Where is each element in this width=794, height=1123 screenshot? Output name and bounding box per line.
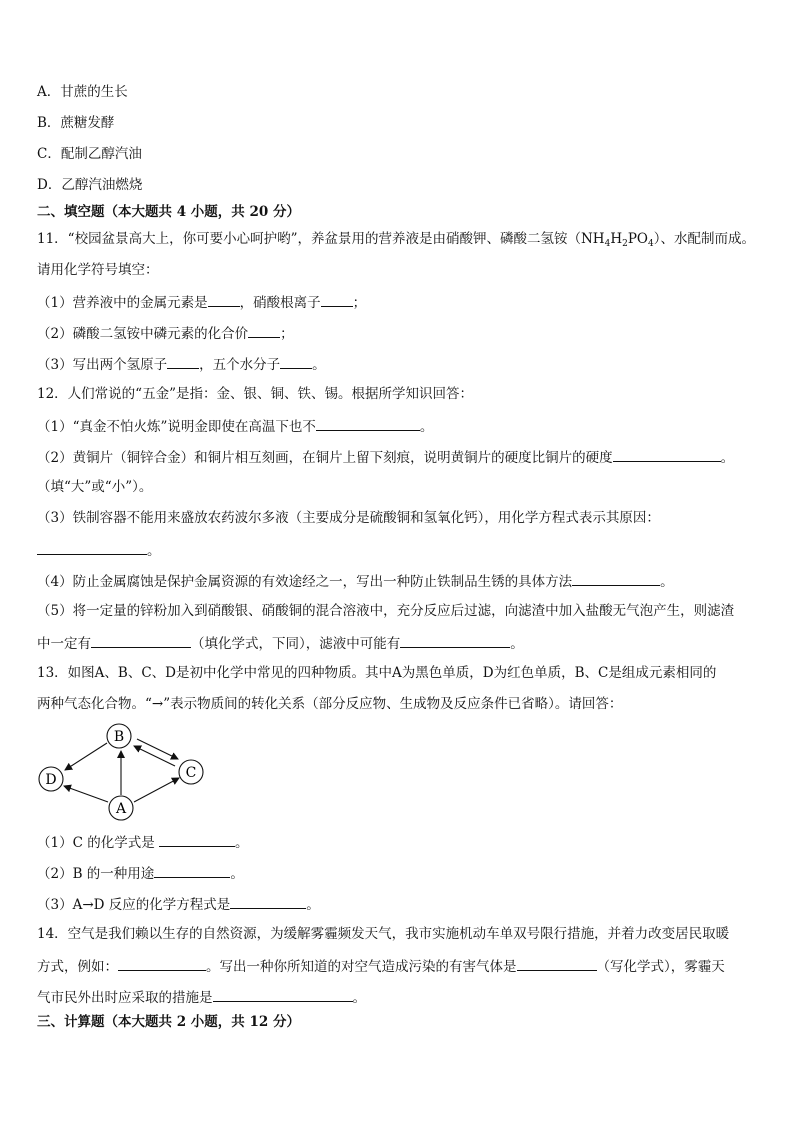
q11-text-a: 11．“校园盆景高大上，你可要小心呵护哟”，养盆景用的营养液是由硝酸钾、磷酸二氢铵（NH: [37, 231, 605, 247]
answer-blank[interactable]: [613, 447, 721, 462]
q11-p3-text: ，五个水分子: [199, 357, 281, 373]
section-title-calculation: 三、计算题（本大题共 2 小题，共 12 分）: [37, 1014, 300, 1030]
answer-blank[interactable]: [316, 416, 420, 431]
option-b: B．蔗糖发酵: [37, 115, 115, 131]
answer-blank[interactable]: [248, 323, 280, 338]
answer-blank[interactable]: [154, 863, 230, 878]
answer-blank[interactable]: [572, 571, 660, 586]
answer-blank[interactable]: [321, 292, 353, 307]
q14-line1: 14．空气是我们赖以生存的自然资源，为缓解雾霾频发天气，我市实施机动车单双号限行措施，并着力改变居民取暖: [37, 926, 730, 942]
q13-p3-text: （3）A→D 反应的化学方程式是: [37, 897, 231, 913]
q11-p1-text: ，硝酸根离子: [239, 295, 321, 311]
q14-text: 。写出一种你所知道的对空气造成污染的有害气体是: [206, 959, 517, 975]
arrow-b-to-c: [137, 739, 178, 759]
q13-p2-text: （2）B 的一种用途: [37, 866, 155, 882]
node-d: [39, 767, 63, 791]
answer-blank[interactable]: [118, 956, 206, 971]
q12-intro: 12．人们常说的“五金”是指：金、银、铜、铁、锡。根据所学知识回答：: [37, 386, 473, 402]
q13-p3-text: 。: [306, 897, 320, 913]
q11-sub: 4: [647, 239, 654, 249]
node-a: [109, 796, 133, 820]
q11-p2-text: ；: [280, 326, 294, 342]
q13-part2: [37, 863, 244, 883]
q14-text: 。: [352, 990, 366, 1006]
answer-blank[interactable]: [208, 292, 240, 307]
answer-blank[interactable]: [230, 894, 306, 909]
q12-part1: [37, 416, 433, 436]
q11-p1-text: ；: [352, 295, 367, 311]
answer-blank[interactable]: [159, 832, 235, 847]
q11-text-h: H: [610, 231, 623, 247]
q12-part5-cont: [37, 633, 524, 653]
q11-p2-text: （2）磷酸二氢铵中磷元素的化合价: [37, 326, 249, 342]
node-c: [179, 760, 203, 784]
q14-line2: [37, 956, 725, 976]
arrow-c-to-b: [134, 746, 175, 766]
q12-p1-text: （1）“真金不怕火炼”说明金即使在高温下也不: [37, 419, 316, 435]
q14-line3: [37, 987, 366, 1007]
node-b-label: B: [113, 729, 125, 745]
q13-p2-text: 。: [230, 866, 244, 882]
q13-line2: 两种气态化合物。“→”表示物质间的转化关系（部分反应物、生成物及反应条件已省略）。请回答：: [37, 696, 623, 712]
q11-line1: [37, 230, 755, 248]
node-b: [107, 724, 131, 748]
arrow-a-to-c: [134, 778, 179, 802]
answer-blank[interactable]: [517, 956, 597, 971]
node-a-label: A: [115, 801, 127, 817]
q11-part2: [37, 323, 294, 343]
q12-p3-end: 。: [147, 543, 161, 559]
q13-line1: 13．如图A、B、C、D是初中化学中常见的四种物质。其中A为黑色单质，D为红色单质，B、C是组成元素相同的: [37, 665, 717, 681]
answer-blank[interactable]: [400, 633, 510, 648]
q11-text-po: PO: [627, 231, 648, 247]
q11-p1-text: （1）营养液中的金属元素是: [37, 295, 208, 311]
q14-text: （写化学式），雾霾天: [596, 959, 725, 975]
q11-sub: 2: [622, 239, 628, 249]
q12-part5: （5）将一定量的锌粉加入到硝酸银、硝酸铜的混合溶液中，充分反应后过滤，向滤渣中加入盐酸无气泡产生，则滤渣: [37, 603, 735, 619]
q12-part3-answer: [37, 540, 161, 560]
q11-text-b: ）、水配制而成。: [653, 231, 755, 247]
answer-blank[interactable]: [213, 987, 353, 1002]
q11-part1: [37, 292, 366, 312]
node-c-label: C: [185, 765, 197, 781]
answer-blank[interactable]: [280, 354, 312, 369]
q12-part4: [37, 571, 674, 591]
q14-text: 方式，例如：: [37, 959, 118, 975]
q12-part2: [37, 447, 734, 467]
node-d-label: D: [45, 772, 57, 788]
q11-part3: [37, 354, 326, 374]
q13-p1-text: （1）C 的化学式是: [37, 835, 160, 851]
option-d: D．乙醇汽油燃烧: [37, 177, 143, 193]
q12-p1-text: 。: [419, 419, 434, 435]
q11-p3-text: 。: [312, 357, 326, 373]
q12-part2-note: （填“大”或“小”）。: [37, 479, 153, 495]
answer-blank[interactable]: [167, 354, 199, 369]
arrow-a-to-d: [64, 786, 108, 802]
q12-part3: （3）铁制容器不能用来盛放农药波尔多液（主要成分是硫酸铜和氢氧化钙），用化学方程式表示其原因：: [37, 510, 660, 526]
q12-p5-text: 。: [510, 636, 524, 652]
q12-p2-text: 。: [720, 450, 735, 466]
q12-p4-text: 。: [660, 574, 674, 590]
q11-sub: 4: [604, 239, 611, 249]
q13-part1: [37, 832, 249, 852]
q13-part3: [37, 894, 320, 914]
q12-p5-text: （填化学式，下同），滤液中可能有: [191, 636, 401, 652]
q11-p3-text: （3）写出两个氢原子: [37, 357, 168, 373]
section-title-fill-in: 二、填空题（本大题共 4 小题，共 20 分）: [37, 204, 300, 220]
q12-p5-text: 中一定有: [37, 636, 91, 652]
q14-text: 气市民外出时应采取的措施是: [37, 990, 213, 1006]
answer-blank[interactable]: [37, 540, 147, 555]
option-c: C．配制乙醇汽油: [37, 146, 142, 162]
conversion-diagram: [30, 718, 220, 828]
q12-p4-text: （4）防止金属腐蚀是保护金属资源的有效途经之一，写出一种防止铁制品生锈的具体方法: [37, 574, 573, 590]
q12-p2-text: （2）黄铜片（铜锌合金）和铜片相互刻画，在铜片上留下刻痕，说明黄铜片的硬度比铜片的硬度: [37, 450, 613, 466]
option-a: A．甘蔗的生长: [37, 84, 128, 100]
answer-blank[interactable]: [91, 633, 191, 648]
arrow-b-to-d: [65, 743, 107, 770]
q11-line2: 请用化学符号填空：: [37, 262, 159, 278]
q13-p1-text: 。: [235, 835, 249, 851]
